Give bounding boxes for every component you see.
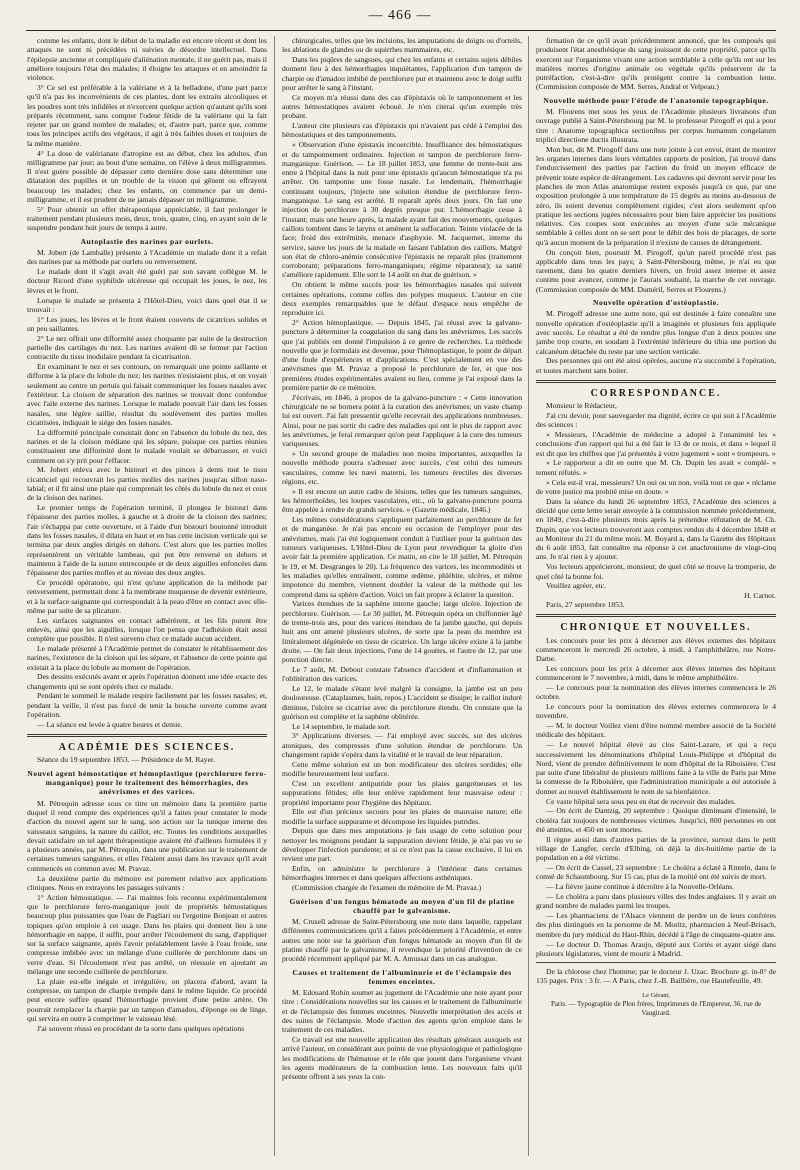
- paragraph: M. Flourens met sous les yeux de l'Académie plusieurs livraisons d'un ouvrage publié à Saint-Pétersbourg par M. le professeur Pirogoff et qui a pour titre : Anatome topographica sectionibus per corpus humanum congelatum triplici directione ductis illustrata.: [536, 107, 776, 144]
- paragraph: La difformité principale consistait donc en l'absence du lobule du nez, des narines et de la cloison médiane qui les sépare, puisque ces parties réunies constituaient une difformité dont le malade voulait se débarrasser, et voici comment on s'y prit pour l'effacer.: [27, 427, 267, 465]
- paragraph: — La séance est levée à quatre heures et demie.: [37, 719, 183, 729]
- section-rule: [536, 380, 776, 383]
- paragraph: Des personnes qui ont été ainsi opérées, aucune n'a succombé à l'opération, et toutes marchent sans boiter.: [536, 356, 776, 375]
- paragraph: Cette même solution est un bon modificateur des ulcères sordides; elle modifie heureusement leur surface.: [282, 759, 522, 779]
- book-notice: De la chlorose chez l'homme; par le docteur J. Uzac. Brochure gr. in-8° de 135 pages. Prix : 3 fr. — A Paris, chez J.-B. Baillière, rue Hautefeuille, 49.: [536, 967, 776, 986]
- paragraph: (Commission chargée de l'examen du mémoire de M. Pravaz.): [292, 883, 482, 893]
- paragraph: Les surfaces saignantes en contact adhérèrent, et les fils purent être enlevés, ainsi que les aiguilles, lorsque l'on pensa que l'adhésion était aussi complète que possible. Il n'est survenu chez ce malade aucun accident.: [27, 615, 267, 644]
- paragraph: firmation de ce qu'il avait précédemment annoncé, que les composés qui produisent l'état anesthésique du sang jouissent de cette propriété, parce qu'ils exercent sur l'organisme vivant une action semblable à celle qu'ils ont sur les matières mortes d'origine animale ou végétale qu'ils préservent de la putréfaction, c'est-à-dire qu'ils protègent contre la combustion lente. (Commission composée de MM. Serres, Andral et Velpeau.): [536, 36, 776, 92]
- section-heading: CORRESPONDANCE.: [590, 387, 722, 399]
- paragraph: 3° Applications diverses. — J'ai employé avec succès, sur des ulcères atoniques, des compresses d'une solution étendue de perchlorure. Un changement rapide s'opéra dans la vitalité et le travail de leur réparation.: [282, 731, 522, 760]
- paragraph: 2° Le nez offrait une difformité assez choquante par suite de la destruction partielle des cartilages du nez. Les narines avaient dû se fermer par l'action contractile du tissu inodulaire pendant la cicatrisation.: [27, 333, 267, 362]
- paragraph: Ce travail est une nouvelle application des résultats généraux auxquels est arrivé l'auteur, en considérant aux points de vue physiologique et pathologique les modifications de l'hématose et le rôle que jouent dans l'organisme vivant les agents modérateurs de la combustion lente. Les nouveaux faits qu'il présente offrent à ses yeux la con-: [282, 1035, 522, 1082]
- paragraph: M. Jobert (de Lamballe) présente à l'Académie un malade dont il a refait des narines par sa méthode par ourlets ou renversement.: [27, 248, 267, 267]
- top-rule: [26, 30, 776, 31]
- paragraph: Enfin, on administre le perchlorure à l'intérieur dans certaines hémorrhagies internes et dans quelques affections asthéniques.: [282, 864, 522, 883]
- paragraph: » Il est encore un autre cadre de lésions, telles que les tumeurs sanguines, les hémorrhoïdes, les loupes vasculaires, etc., où la galvano-puncture pourra être appelée à rendre de grands services. » (Gazette médicale, 1846.): [282, 486, 522, 515]
- paragraph: Le 14 septembre, le malade sort.: [292, 721, 391, 731]
- paragraph: Les mêmes considérations s'appliquent parfaitement au perchlorure de fer et de manganèse. Je n'ai pas encore eu occasion de l'employer pour des anévrismes, mais j'ai été logiquement conduit à l'utiliser pour la guérison des tumeurs variqueuses. L'Hôtel-Dieu de Lyon peut revendiquer la gloire d'en avoir fait la première application. Ce matin, en cite le 18 juillet, M. Pétrequin le 19, et M. Desgranges le 20). La fréquence des varices, les incommodités et les maladies qu'elles entraînent, comme œdème, phlébite, ulcères, et même impotence du membre, viennent doubler la valeur de la méthode qui les comprend dans sa sphère d'action. Voici un fait propre à éclairer la question.: [282, 515, 522, 599]
- paragraph: — Le concours pour la nomination des élèves internes commencera le 26 octobre.: [536, 683, 776, 702]
- footer-text: Paris. — Typographie de Plon frères, Imprimeurs de l'Empereur, 36, rue de Vaugirard.: [550, 1000, 762, 1017]
- page-number: — 466 —: [368, 8, 432, 23]
- column-middle: [282, 36, 522, 1158]
- footer-label: Le Gérant,: [642, 991, 670, 999]
- section-rule: [536, 614, 776, 617]
- paragraph: » Le rapporteur a dit en outre que M. Ch. Dupin les avait « complé- » tement réfutés. »: [536, 458, 776, 477]
- section-heading: Causes et traitement de l'albuminurie et de l'éclampsie des femmes enceintes.: [292, 967, 512, 986]
- paragraph: Lorsque le malade se présenta à l'Hôtel-Dieu, voici dans quel état il se trouvait :: [27, 295, 267, 314]
- paragraph: J'ai cru devoir, pour sauvegarder ma dignité, écrire ce qui suit à l'Académie des sciences :: [536, 410, 776, 430]
- paragraph: La deuxième partie du mémoire est purement relative aux applications cliniques. Nous en extrayons les passages suivants :: [27, 873, 267, 892]
- paragraph: M. Pirogoff adresse une autre note, qui est destinée à faire connaître une nouvelle opération d'ostéoplastie qu'il a imaginée et plusieurs fois appliquée avec succès. Le résultat a été de rendre plus longue d'un à deux pouces une jambe trop courte, en soudant à l'extrémité inférieure du tibia une portion du calcanéum détachée du reste par une section verticale.: [536, 309, 776, 356]
- paragraph: M. Crusell adresse de Saint-Pétersbourg une note dans laquelle, rappelant différentes communications qu'il a faites précédemment à l'Académie, et entre autres une note sur la guérison d'un fongus hématode au moyen d'un fil de platine chauffé par le galvanisme, il revendique la priorité d'invention de ce procédé récemment appliqué par M. A. Amussat dans un cas analogue.: [282, 917, 522, 964]
- paragraph: 1° Action hémostatique. — J'ai maintes fois reconnu expérimentalement que le perchlorure ferro-manganique jouit de propriétés hémostatiques beaucoup plus puissantes que l'eau de Pagliari ou l'ergotine Bonjean et autres topiques qu'on emploie à cet usage. Dans les plaies qui donnent lieu à une hémorrhagie en nappe, il suffit, pour arrêter l'écoulement du sang, d'appliquer sur la surface saignante, après l'avoir préalablement lavée à l'eau froide, une compresse imbibée avec un mélange d'une cuillerée de perchlorure dans un verre d'eau. Si l'écoulement n'est pas arrêté, on réessuie en ajoutant au mélange une seconde cuillerée de perchlorure.: [27, 892, 267, 976]
- section-heading: CHRONIQUE ET NOUVELLES.: [560, 622, 752, 634]
- paragraph: 3° Ce sel est préférable à la valériane et à la belladone, d'une part parce qu'il n'a pas les inconvénients de ces plantes, dont les extraits alcooliques et les poudres sont très infidèles et n'exercent quelque action qu'autant qu'ils sont préparés récemment, sans compter l'odeur fétide de la valériane qui la fait rejeter par un grand nombre de malades; et, d'autre part, parce que, comme tous les principes actifs des végétaux, il agit à très faibles doses et toujours de la même manière.: [27, 82, 267, 148]
- paragraph: » Cela est-il vrai, messieurs? Un oui ou un non, voilà tout ce que » réclame de votre justice ma probité mise en doute. »: [536, 477, 776, 496]
- paragraph: Vos lecteurs apprécieront, monsieur, de quel côté se trouve la tromperie, de quel côté la bonne foi.: [536, 562, 776, 581]
- paragraph: » Un second groupe de maladies non moins importantes, auxquelles la nouvelle méthode pourra s'adresser avec succès, c'est celui des tumeurs vasculaires, comme les nævi materni, les tumeurs érectiles des diverses régions, etc.: [282, 449, 522, 486]
- paragraph: — Les pharmaciens de l'Alsace viennent de perdre un de leurs confrères des plus distingués en la personne de M. Moritz, pharmacien à Neuf-Brisach, membre du jury médical du Haut-Rhin, décédé à l'âge de cinquante-quatre ans.: [536, 911, 776, 939]
- paragraph: C'est un excellent antiputride pour les plaies gangréneuses et les suppurations fétides; elle leur enlève rapidement leur mauvaise odeur : propriété importante pour l'hygiène des hôpitaux.: [282, 778, 522, 807]
- paragraph: — Le docteur D. Thomas Araujo, député aux Cortès et ayant siégé dans plusieurs législatures, vient de mourir à Madrid.: [536, 939, 776, 958]
- imprint-footer: [536, 992, 776, 1018]
- paragraph: L'auteur cite plusieurs cas d'épistaxis qui n'avaient pas cédé à l'emploi des hémostatiques et des tamponnements.: [282, 121, 522, 140]
- paragraph: 5° Pour obtenir un effet thérapeutique appréciable, il faut prolonger le traitement pendant plusieurs mois, deux, trois, quatre, cinq, en ayant soin de le suspendre pendant huit jours de temps à autre.: [27, 204, 267, 233]
- paragraph: Dans la séance du lundi 26 septembre 1853, l'Académie des sciences a décidé que cette lettre serait envoyée à la commission nommée précédemment, en 1849, c'est-à-dire plusieurs mois après la prétendue réfutation de M. Ch. Dupin, que vos lecteurs trouveront aux comptes rendus du 4 décembre 1848 et au Moniteur du 21 du même mois. M. Boyard a, dans la Gazette des Hôpitaux du 6 août 1853, fait connaître ma réponse à cet anachronisme de vingt-cinq ans. Je n'ai rien à y ajouter.: [536, 496, 776, 562]
- paragraph: Ce vaste hôpital sera sous peu en état de recevoir des malades.: [546, 796, 736, 806]
- divider: [536, 962, 776, 963]
- paragraph: Les concours pour les prix à décerner aux élèves externes des hôpitaux commenceront le mercredi 26 octobre, à midi, à l'amphithéâtre, rue Notre-Dame.: [536, 635, 776, 664]
- column-right: [536, 36, 776, 1158]
- section-heading: Nouvelle opération d'ostéoplastie.: [592, 298, 720, 308]
- paragraph: On obtient le même succès pour les hémorrhagies nasales qui suivent certaines opérations, comme celles des polypes muqueux. L'auteur en cite deux exemples remarquables que le défaut d'espace nous empêche de reproduire ici.: [282, 280, 522, 318]
- paragraph: « Messieurs, l'Académie de médecine a adopté à l'unanimité les » conclusions d'un rapport qui lui a été fait le 13 de ce mois, et dans » lequel il est dit que les chiffres que j'ai présentés à votre jugement » sont « trompeurs. »: [536, 430, 776, 458]
- paragraph: On conçoit bien, poursuit M. Pirogoff, qu'un pareil procédé n'est pas applicable dans tous les pays; à Saint-Pétersbourg même, je n'ai eu que rarement, dans les quatre derniers hivers, un froid assez intense et assez continu pour avancer, comme je l'aurais souhaité, la marche de cet ouvrage. (Commission composée de MM. Duméril, Serres et Flourens.): [536, 247, 776, 294]
- paragraph: Le premier temps de l'opération terminé, il plongea le bistouri dans l'épaisseur des parties molles, à gauche et à droite de la cloison des narines; l'air s'échappa par cette ouverture, et à l'aide d'un bistouri boutonné introduit dans les fosses nasales, il dilata en haut et en bas cette incision verticale qui se termina par deux angles dirigés en dehors. C'est alors que les parties molles représentèrent un véritable lambeau, qui put être renversé en dehors et maintenu à l'aide de la suture entrecoupée et de deux aiguilles enfoncées dans l'épaisseur des parties molles et au niveau des deux angles.: [27, 503, 267, 578]
- paragraph: Varices étendues de la saphène interne gauche; large ulcère. Injection de perchlorure. Guérison. — Le 30 juillet, M. Pétrequin opéra un chiffonnier âgé de trente-trois ans, pour des varices étendues de la jambe gauche, qui depuis huit ans ont amené plusieurs ulcères, de sorte que la peau du membre est littéralement dégénérée en tissu de cicatrice. Un large ulcère existe à la jambe droite. — On fait deux injections, l'une de 14 gouttes, et l'autre de 12, par une ponction directe.: [282, 599, 522, 665]
- paragraph: Le concours pour la nomination des élèves externes commencera le 4 novembre.: [536, 702, 776, 721]
- section-heading: Autoplastie des narines par ourlets.: [80, 236, 214, 246]
- paragraph: La plaie est-elle inégale et irrégulière, on placera d'abord, avant la compresse, un tampon de charpie trempée dans le même liquide. Ce procédé peut encore suffire quand l'hémorrhagie provient d'une petite artère. On pourrait remplacer la charpie par un tampon d'amadou, d'éponge ou de linge, qui servira en outre à comprimer le vaisseau lésé.: [27, 976, 267, 1023]
- paragraph: comme les enfants, dont le début de la maladie est encore récent et dont les attaques ne sont ni précédées ni suivies de désordre intellectuel. Dans l'épilepsie ancienne et compliquée d'aliénation mentale, il ne guérit pas, mais il améliore toujours l'état des malades; il éloigne les attaques et en amoindrit la violence.: [27, 36, 267, 83]
- paragraph: Monsieur le Rédacteur,: [546, 401, 617, 411]
- paragraph: J'écrivais, en 1846, à propos de la galvano-puncture : « Cette innovation chirurgicale ne se bornera point à la curation des anévrismes; un vaste champ lui est ouvert. J'ai fait pressentir qu'elle recevrait des applications nombreuses. Ainsi, pour ne pas sortir du cadre des maladies qui ont le plus de rapport avec les anévrismes, je ferai remarquer qu'on peut l'appliquer à la cure des tumeurs variqueuses.: [282, 392, 522, 449]
- paragraph: Le 7 août, M. Debout constate l'absence d'accident et d'inflammation et l'oblitération des varices.: [282, 664, 522, 684]
- signature: H. Carnot.: [744, 590, 776, 600]
- paragraph: 2° Action hémoplastique. — Depuis 1845, j'ai réussi avec la galvano-puncture à déterminer la coagulation du sang dans les anévrismes. Les succès que j'ai publiés ont donné l'impulsion à ce genre de recherches. La méthode nouvelle que je formulais est devenue, pour l'hémoplastique, le point de départ d'une foule d'expériences et d'applications. C'est spécialement en vue des anévrismes que M. Pravaz a proposé le perchlorure de fer, et que nos premières études expérimentales avaient eu lieu, comme je l'ai exposé dans la première partie de ce mémoire.: [282, 317, 522, 392]
- paragraph: — La fièvre jaune continue à décroître à la Nouvelle-Orléans.: [546, 882, 735, 892]
- column-left: [27, 36, 267, 1158]
- paragraph: Ce procédé opératoire, qui n'est qu'une application de la méthode par renversement, permettait donc à la membrane muqueuse de devenir extérieure, et à la surface saignante qui correspondait à la peau d'être en contact avec elle-même par suite de sa plicature.: [27, 577, 267, 615]
- paragraph: 4° La dose de valérianate d'atropine est au début, chez les adultes, d'un milligramme par jour; au bout d'une semaine, on l'élève à deux milligrammes. Il n'est guère possible de dépasser cette dernière dose sans déterminer une dilatation des pupilles et un trouble de la vision qui gênent ou effrayent beaucoup les malades; chez les enfants, on commence par un demi-milligramme, et il est prudent de ne jamais dépasser un milligramme.: [27, 148, 267, 205]
- paragraph: J'ai souvent réussi en procédant de la sorte dans quelques opérations: [37, 1023, 245, 1033]
- paragraph: Des dessins exécutés avant et après l'opération donnent une idée exacte des changements qui se sont opérés chez ce malade.: [27, 672, 267, 691]
- paragraph: Pendant le sommeil le malade respire facilement par les fosses nasales; et, pendant la veille, il n'est pas forcé de tenir la bouche ouverte comme avant l'opération.: [27, 691, 267, 720]
- paragraph: Le malade dont il s'agit avait été guéri par son savant collègue M. le docteur Ricord d'une syphilide ulcéreuse qui occupait les joues, le nez, les lèvres et le front.: [27, 267, 267, 295]
- paragraph: M. Jobert enleva avec le bistouri et des pinces à dents tout le tissu cicatriciel qui recouvrait les parties molles des narines jusqu'au sillon naso-labial; et il fit ainsi une plaie qui comprenait les côtés du lobule du nez et ceux de la cloison des narines.: [27, 465, 267, 503]
- section-rule: [27, 734, 267, 737]
- paragraph: Mon but, dit M. Pirogoff dans une note jointe à cet envoi, étant de montrer les organes internes dans leurs véritables rapports de position, j'ai trouvé dans l'endurcissement des parties par l'action du froid un moyen efficace de prévenir toute espèce de dérangement. Les cadavres qui devront servir pour les planches de mon Atlas anatomique restent exposés jusqu'à ce que, par une exposition prolongée à une température de 15 degrés au moins au-dessous de zéro, ils soient devenus complètement rigides; c'est alors seulement qu'on pratique les sections jugées nécessaires pour bien faire apprécier les positions relatives. Ces coupes sont exécutées au moyen d'une scie mécanique semblable à celles dont on se sert pour le débit des bois de placages, de sorte qu'à aucun moment de la préparation il n'existe de causes de dérangement.: [536, 144, 776, 247]
- section-heading: Nouvelle méthode pour l'étude de l'anatomie topographique.: [543, 95, 769, 105]
- section-heading: ACADÉMIE DES SCIENCES.: [58, 742, 236, 754]
- paragraph: Séance du 19 septembre 1853. — Présidence de M. Rayer.: [37, 755, 215, 765]
- paragraph: Veuillez agréer, etc.: [546, 581, 606, 591]
- paragraph: Elle est d'un précieux secours pour les plaies de mauvaise nature; elle modifie la surface suppurante et décompose les liquides putrides.: [282, 807, 522, 826]
- paragraph: — M. le docteur Voillez vient d'être nommé membre associé de la Société médicale des hôpitaux.: [536, 721, 776, 740]
- section-heading: Nouvel agent hémostatique et hémoplastique (perchlorure ferro-manganique) pour le traitement des hémorrhagies, des anévrismes et des varices.: [27, 768, 267, 797]
- paragraph: Les concours pour les prix à décerner aux élèves internes des hôpitaux commenceront le 7 novembre, à midi, dans le même amphithéâtre.: [536, 663, 776, 683]
- paragraph: Dans les piqûres de sangsues, qui chez les enfants et certains sujets débiles donnent lieu à des hémorrhagies inquiétantes, l'application d'un tampon de charpie ou d'amadou imbibé de perchlorure pur et maintenu avec le doigt suffit pour arrêter le sang à l'instant.: [282, 55, 522, 92]
- paragraph: 1° Les joues, les lèvres et le front étaient couverts de cicatrices solides et un peu saillantes.: [27, 314, 267, 333]
- paragraph: « Observation d'une épistaxis incoercible. Insuffisance des hémostatiques et du tamponnement ordinaires. Injection et tampon de perchlorure ferro-manganique. Guérison. — Le 18 juillet 1853, une femme de trente-huit ans entre à l'hôpital dans la nuit pour une épistaxis qu'aucun hémostatique n'a pu arrêter. On tamponne une fosse nasale. Le lendemain, l'hémorrhagie continuant toujours, j'injecte une solution étendue de perchlorure ferro-manganique. Le sang est arrêté. Il reparaît après deux jours. On fait une injection de perchlorure à 30 degrés presque pur. L'hémorrhagie cesse à l'instant; mais une heure après, la malade ayant fait des mouvements, quelques caillots tombent dans le larynx et amènent la suffocation. Teinte violacée de la face; froid des extrémités, menace d'asphyxie. M. Jacquemet, interne du service, sauve les jours de la malade en faisant l'ablation des caillots. Malgré son état de chloro-anémie consécutive l'épistaxis ne reparaît plus (traitement corroborant; préparations ferro-manganiques; régime réparateur); sa santé s'améliore rapidement. Elle sort le 14 août en état de guérison. »: [282, 140, 522, 280]
- paragraph: Il règne aussi dans d'autres parties de la province, surtout dans le petit village de Langfer, cercle d'Elbing, où déjà la dix-huitième partie de la population en a été victime.: [536, 834, 776, 863]
- paragraph: — On écrit de Dantzig, 20 septembre : Quoique diminuant d'intensité, le choléra fait toujours de nombreuses victimes. Jusqu'ici, 800 personnes en ont été atteintes, et 450 en sont mortes.: [536, 806, 776, 834]
- paragraph: — On écrit de Cassel, 23 septembre : Le choléra a éclaté à Rinteln, dans le comté de Schaumbourg. Sur 15 cas, plus de la moitié ont été suivis de mort.: [536, 863, 776, 882]
- column-separator: [528, 36, 529, 1156]
- paragraph: — Le choléra a paru dans plusieurs villes des Indes anglaises. Il y avait un grand nombre de malades parmi les troupes.: [536, 892, 776, 911]
- paragraph: Le malade présenté à l'Académie permet de constater le rétablissement des narines, l'existence de la cloison qui les sépare, et l'absence de cette pointe qui existait à la place du lobule au moment de l'opération.: [27, 644, 267, 672]
- paragraph: Ce moyen m'a réussi dans des cas d'épistaxis où le tamponnement et les autres hémostatiques avaient échoué. Je n'en citerai qu'un exemple très probant.: [282, 92, 522, 121]
- paragraph: M. Edouard Robin soumet au jugement de l'Académie une note ayant pour titre : Considérations nouvelles sur les causes et le traitement de l'albuminurie et de l'éclampsie des femmes enceintes. Nouvelle interprétation des accès et des suites de l'éclampsie. Mode d'action des agents qu'on emploie dans le traitement de ces maladies.: [282, 988, 522, 1035]
- paragraph: M. Pétrequin adresse sous ce titre un mémoire dans la première partie duquel il rend compte des expériences qu'il a faites pour constater le mode d'action du nouvel agent sur le sang, son action sur la tunique interne des vaisseaux sanguins, la nature du caillot, etc. Toutes les conditions auxquelles devait satisfaire un tel agent thérapeutique avaient été d'ailleurs formulées il y a plusieurs années, par M. Pétrequin, dans une publication sur le traitement de certaines tumeurs sanguines, et elles l'étaient aussi dans les travaux qu'il avait commencés en commun avec M. Pravaz.: [27, 798, 267, 873]
- paragraph: Depuis que dans mes amputations je fais usage de cette solution pour nettoyer les moignons pendant la suppuration devient fétide, je n'ai pas vu se développer l'infection purulente; et si ce n'est pas la cause exclusive, il lui en revient une part.: [282, 826, 522, 864]
- paragraph: En examinant le nez et ses contours, on remarquait une pointe saillante et difforme à la place du lobule du nez; les narines n'existaient plus, et on voyait seulement au centre un pertuis qui faisait communiquer les fosses nasales avec l'extérieur. La cloison de séparation des narines se trouvait donc confondue avec l'aile externe des narines. Lorsque le malade pouvait l'air dans les fosses nasales, une légère saillie, résultat du soulèvement des parties molles cicatrisées, indiquait le siége des fosses nasales.: [27, 362, 267, 427]
- column-separator: [274, 36, 275, 1156]
- section-heading: Guérison d'un fongus hématode au moyen d'un fil de platine chauffé par le galvanisme.: [289, 896, 515, 915]
- paragraph: Paris, 27 septembre 1853.: [546, 599, 625, 609]
- paragraph: — Le nouvel hôpital élevé au clos Saint-Lazare, et qui a reçu successivement les dénominations d'hôpital Louis-Philippe et d'hôpital du Nord, vient de prendre définitivement le nom d'hôpital de la Riboisière. C'est par suite d'une libéralité de plusieurs millions faite à la ville de Paris par Mme la comtesse de la Riboisière, que l'administration municipale a été autorisée à donner au nouvel établissement le nom de sa bienfaitrice.: [536, 740, 776, 796]
- paragraph: Le 12, le malade s'étant levé malgré la consigne, la jambe est un peu douloureuse. (Cataplasmes, bain, repos.) L'accident se dissipe; le caillot induré diminue, l'ulcère se cicatrise avec du perchlorure étendu. On constate que la guérison est complète et la saphène oblitérée.: [282, 683, 522, 721]
- paragraph: chirurgicales, telles que les incisions, les amputations de doigts ou d'orteils, les ablations de glandes ou de squirrhes mammaires, etc.: [282, 36, 522, 55]
